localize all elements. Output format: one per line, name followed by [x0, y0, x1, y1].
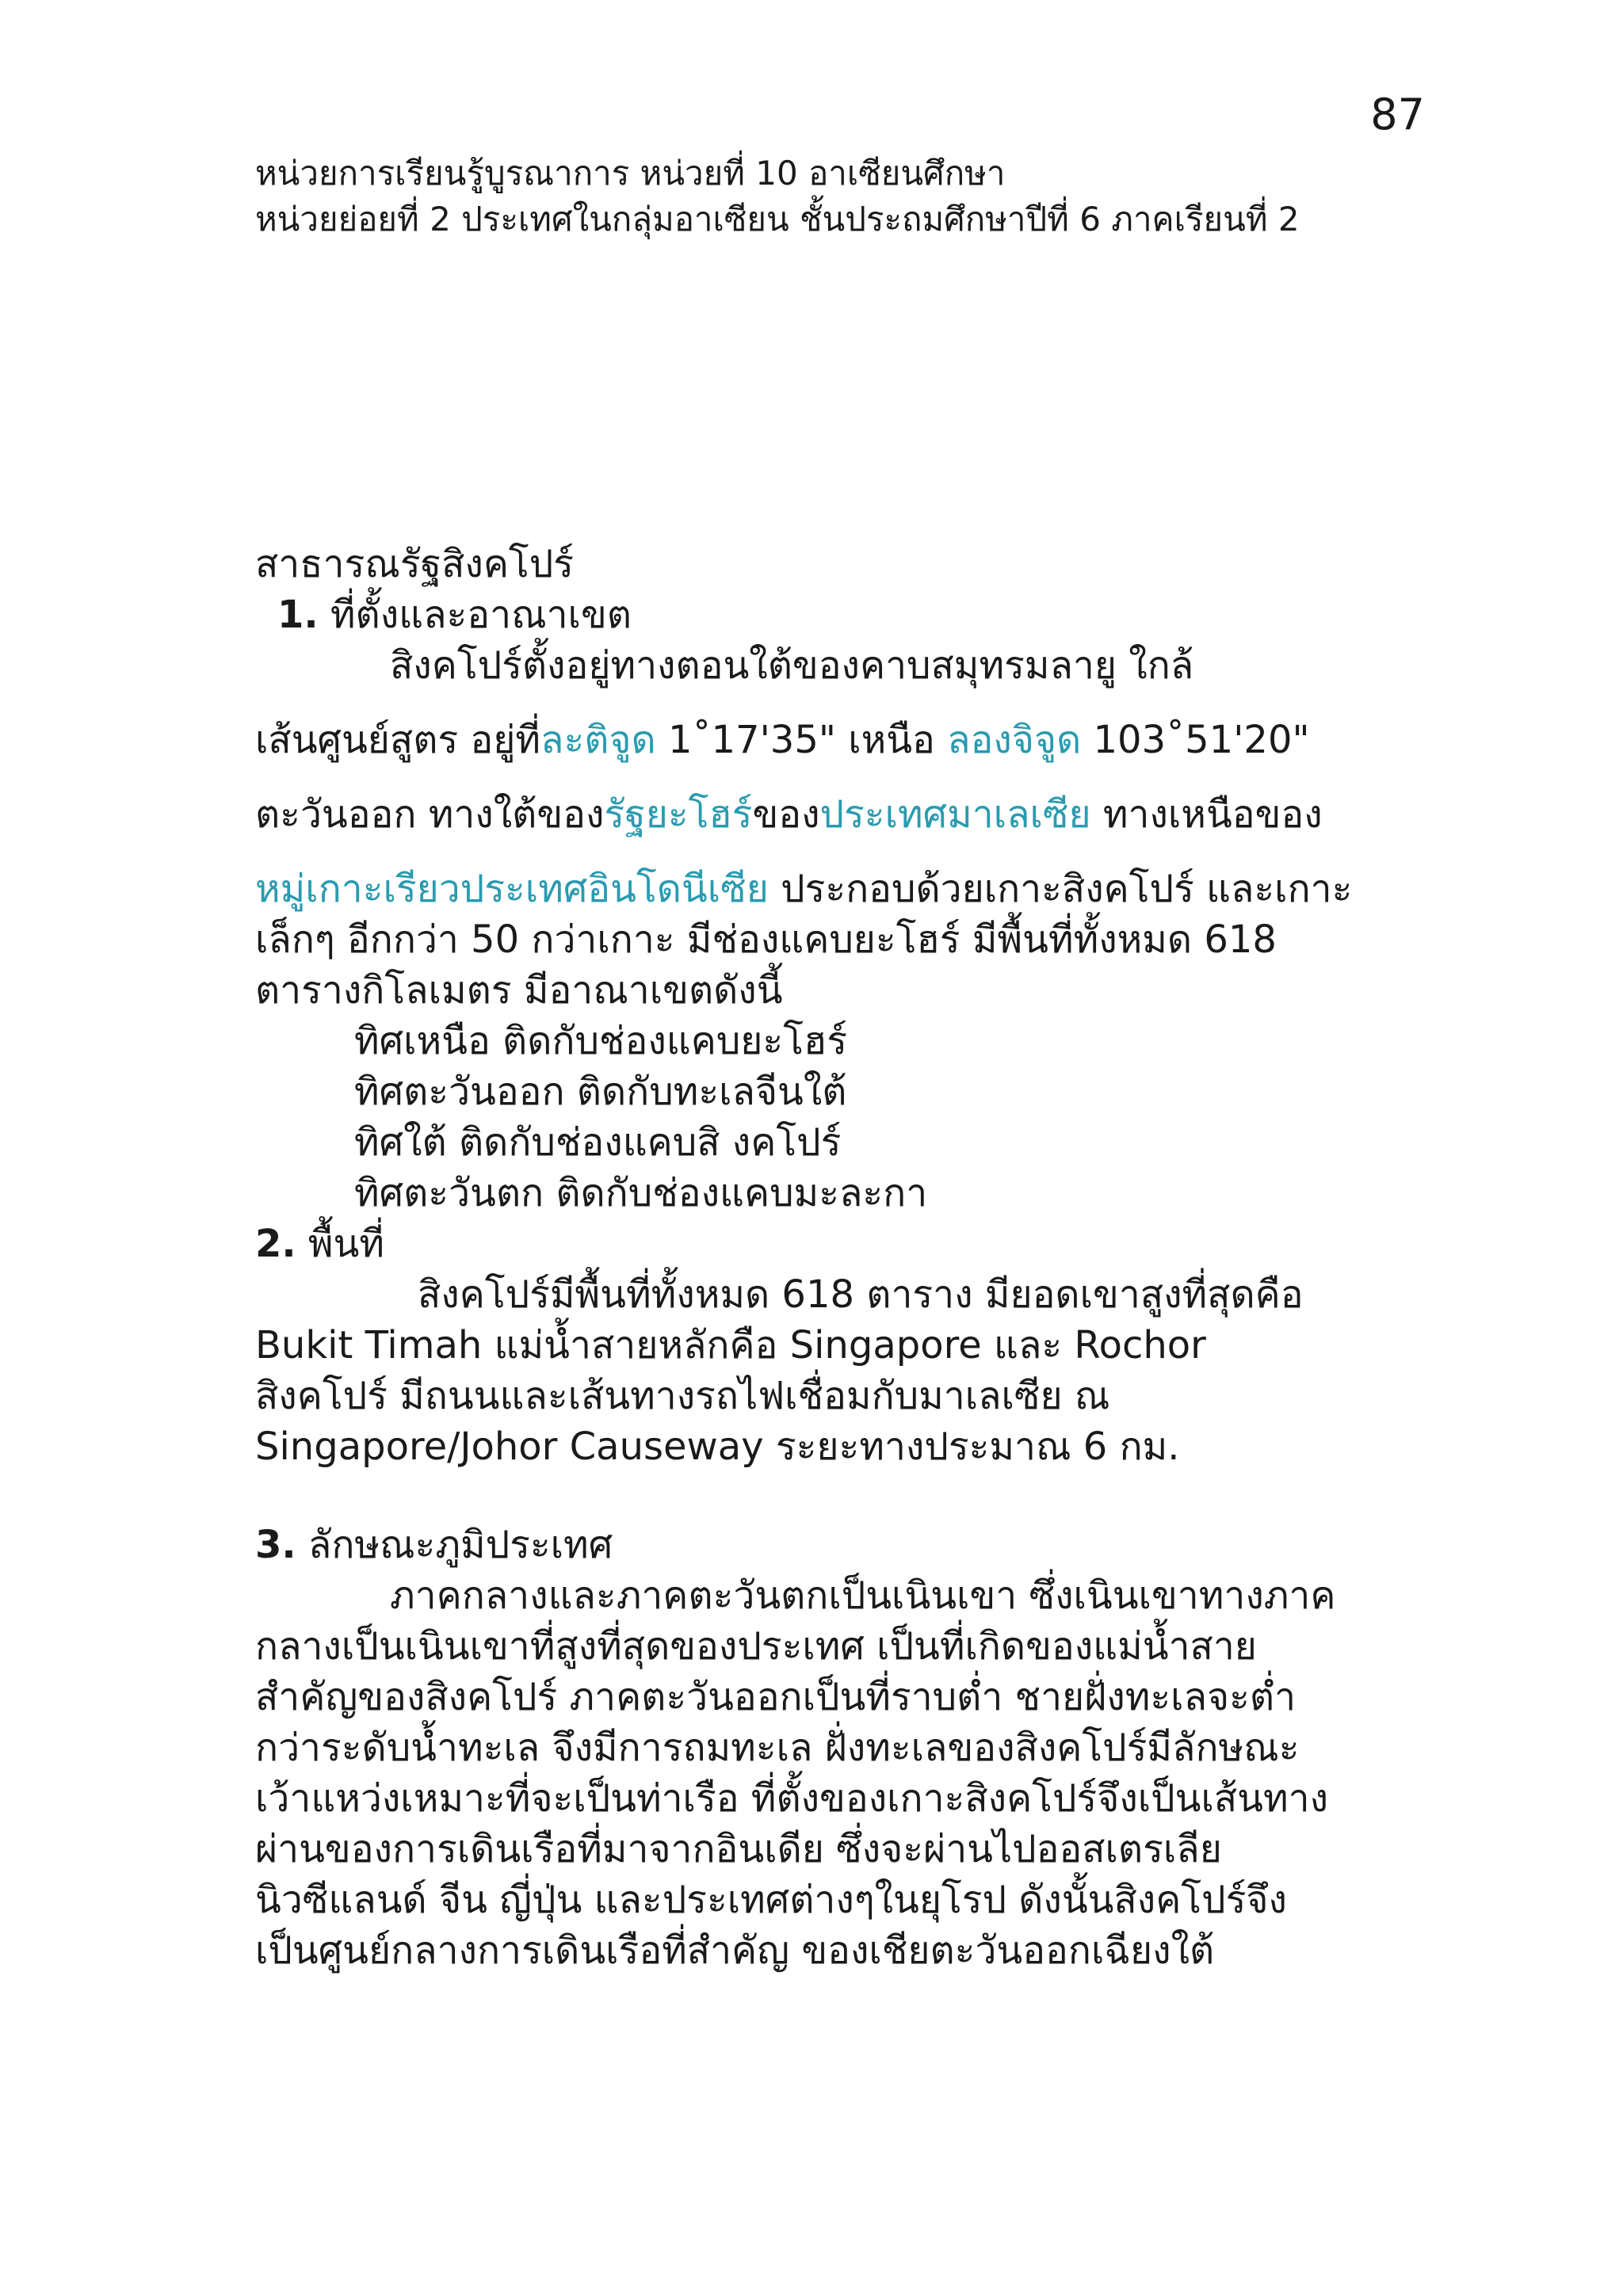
- page-number: 87: [1370, 90, 1425, 139]
- section-3-line-2: กลางเป็นเนินเขาที่สูงที่สุดของประเทศ เป็นที่เกิดของแม่น้ำสาย: [255, 1624, 1257, 1669]
- header-line-1: หน่วยการเรียนรู้บูรณาการ หน่วยที่ 10 อาเซียนศึกษา: [255, 154, 1006, 193]
- riau-islands-link[interactable]: หมู่เกาะเรียวประเทศอินโดนีเซีย: [255, 867, 769, 911]
- section-3-line-6: ผ่านของการเดินเรือที่มาจากอินเดีย ซึ่งจะผ่านไปออสเตรเลีย: [255, 1827, 1222, 1871]
- johor-state-link[interactable]: รัฐยะโฮร์: [604, 792, 753, 837]
- section-1-line-6: ตารางกิโลเมตร มีอาณาเขตดังนี้: [255, 968, 783, 1013]
- section-3-line-4: กว่าระดับน้ำทะเล จึงมีการถมทะเล ฝั่งทะเลของสิงคโปร์มีลักษณะ: [255, 1726, 1300, 1770]
- section-2-title: พื้นที่: [296, 1222, 384, 1266]
- section-3-heading: [255, 1520, 1428, 1570]
- text-span: ทางเหนือของ: [1090, 792, 1323, 837]
- section-1-line-4: [255, 864, 1428, 914]
- section-1-line-5: เล็กๆ อีกกว่า 50 กว่าเกาะ มีช่องแคบยะโฮร์ มีพื้นที่ทั้งหมด 618: [255, 917, 1277, 962]
- longitude-link[interactable]: ลองจิจูด: [947, 718, 1082, 762]
- malaysia-link[interactable]: ประเทศมาเลเซีย: [819, 792, 1091, 837]
- section-2-number: 2.: [255, 1222, 296, 1266]
- section-3-line-5: เว้าแหว่งเหมาะที่จะเป็นท่าเรือ ที่ตั้งของเกาะสิงคโปร์จึงเป็นเส้นทาง: [255, 1776, 1329, 1821]
- section-3-number: 3.: [255, 1523, 296, 1567]
- border-east: ทิศตะวันออก ติดกับทะเลจีนใต้: [354, 1070, 847, 1114]
- section-1-line-2: [255, 715, 1428, 765]
- text-span: ตะวันออก ทางใต้ของ: [255, 792, 605, 837]
- text-span: ประกอบด้วยเกาะสิงคโปร์ และเกาะ: [768, 867, 1353, 911]
- section-1-number: 1.: [277, 593, 319, 637]
- section-1-paragraph-line: สิงคโปร์ตั้งอยู่ทางตอนใต้ของคาบสมุทรมลายู ใกล้: [390, 643, 1194, 688]
- section-2-line-1: สิงคโปร์มีพื้นที่ทั้งหมด 618 ตาราง มียอดเขาสูงที่สุดคือ: [418, 1272, 1304, 1317]
- document-title: สาธารณรัฐสิงคโปร์: [255, 542, 574, 586]
- document-body: [255, 539, 1428, 1976]
- section-2-heading: [255, 1219, 1428, 1269]
- section-3-title: ลักษณะภูมิประเทศ: [296, 1523, 613, 1567]
- section-3-line-3: สำคัญของสิงคโปร์ ภาคตะวันออกเป็นที่ราบต่ำ ชายฝั่งทะเลจะต่ำ: [255, 1675, 1296, 1719]
- text-span: 1˚17'35" เหนือ: [655, 718, 948, 762]
- section-3-line-8: เป็นศูนย์กลางการเดินเรือที่สำคัญ ของเชียตะวันออกเฉียงใต้: [255, 1928, 1215, 1973]
- border-south: ทิศใต้ ติดกับช่องแคบสิ งคโปร์: [354, 1120, 842, 1165]
- page-header: [255, 151, 1300, 242]
- section-3-line-7: นิวซีแลนด์ จีน ญี่ปุ่น และประเทศต่างๆในยุโรป ดังนั้นสิงคโปร์จึง: [255, 1878, 1287, 1922]
- section-2-line-3: สิงคโปร์ มีถนนและเส้นทางรถไฟเชื่อมกับมาเลเซีย ณ: [255, 1374, 1110, 1418]
- border-west: ทิศตะวันตก ติดกับช่องแคบมะละกา: [354, 1171, 928, 1215]
- border-north: ทิศเหนือ ติดกับช่องแคบยะโฮร์: [354, 1019, 848, 1063]
- section-1-line-3: [255, 789, 1428, 840]
- section-2-line-2: Bukit Timah แม่น้ำสายหลักคือ Singapore และ Rochor: [255, 1323, 1206, 1367]
- section-3-line-1: ภาคกลางและภาคตะวันตกเป็นเนินเขา ซึ่งเนินเขาทางภาค: [390, 1573, 1336, 1618]
- latitude-link[interactable]: ละติจูด: [540, 718, 656, 762]
- header-line-2: หน่วยย่อยที่ 2 ประเทศในกลุ่มอาเซียน ชั้นประถมศึกษาปีที่ 6 ภาคเรียนที่ 2: [255, 200, 1300, 238]
- text-span: ของ: [752, 792, 820, 837]
- section-1-title: ที่ตั้งและอาณาเขต: [318, 593, 632, 637]
- section-2-line-4: Singapore/Johor Causeway ระยะทางประมาณ 6 กม.: [255, 1425, 1180, 1469]
- text-span: เส้นศูนย์สูตร อยู่ที่: [255, 718, 541, 762]
- text-span: 103˚51'20": [1081, 718, 1310, 762]
- section-1-heading: [255, 589, 1428, 640]
